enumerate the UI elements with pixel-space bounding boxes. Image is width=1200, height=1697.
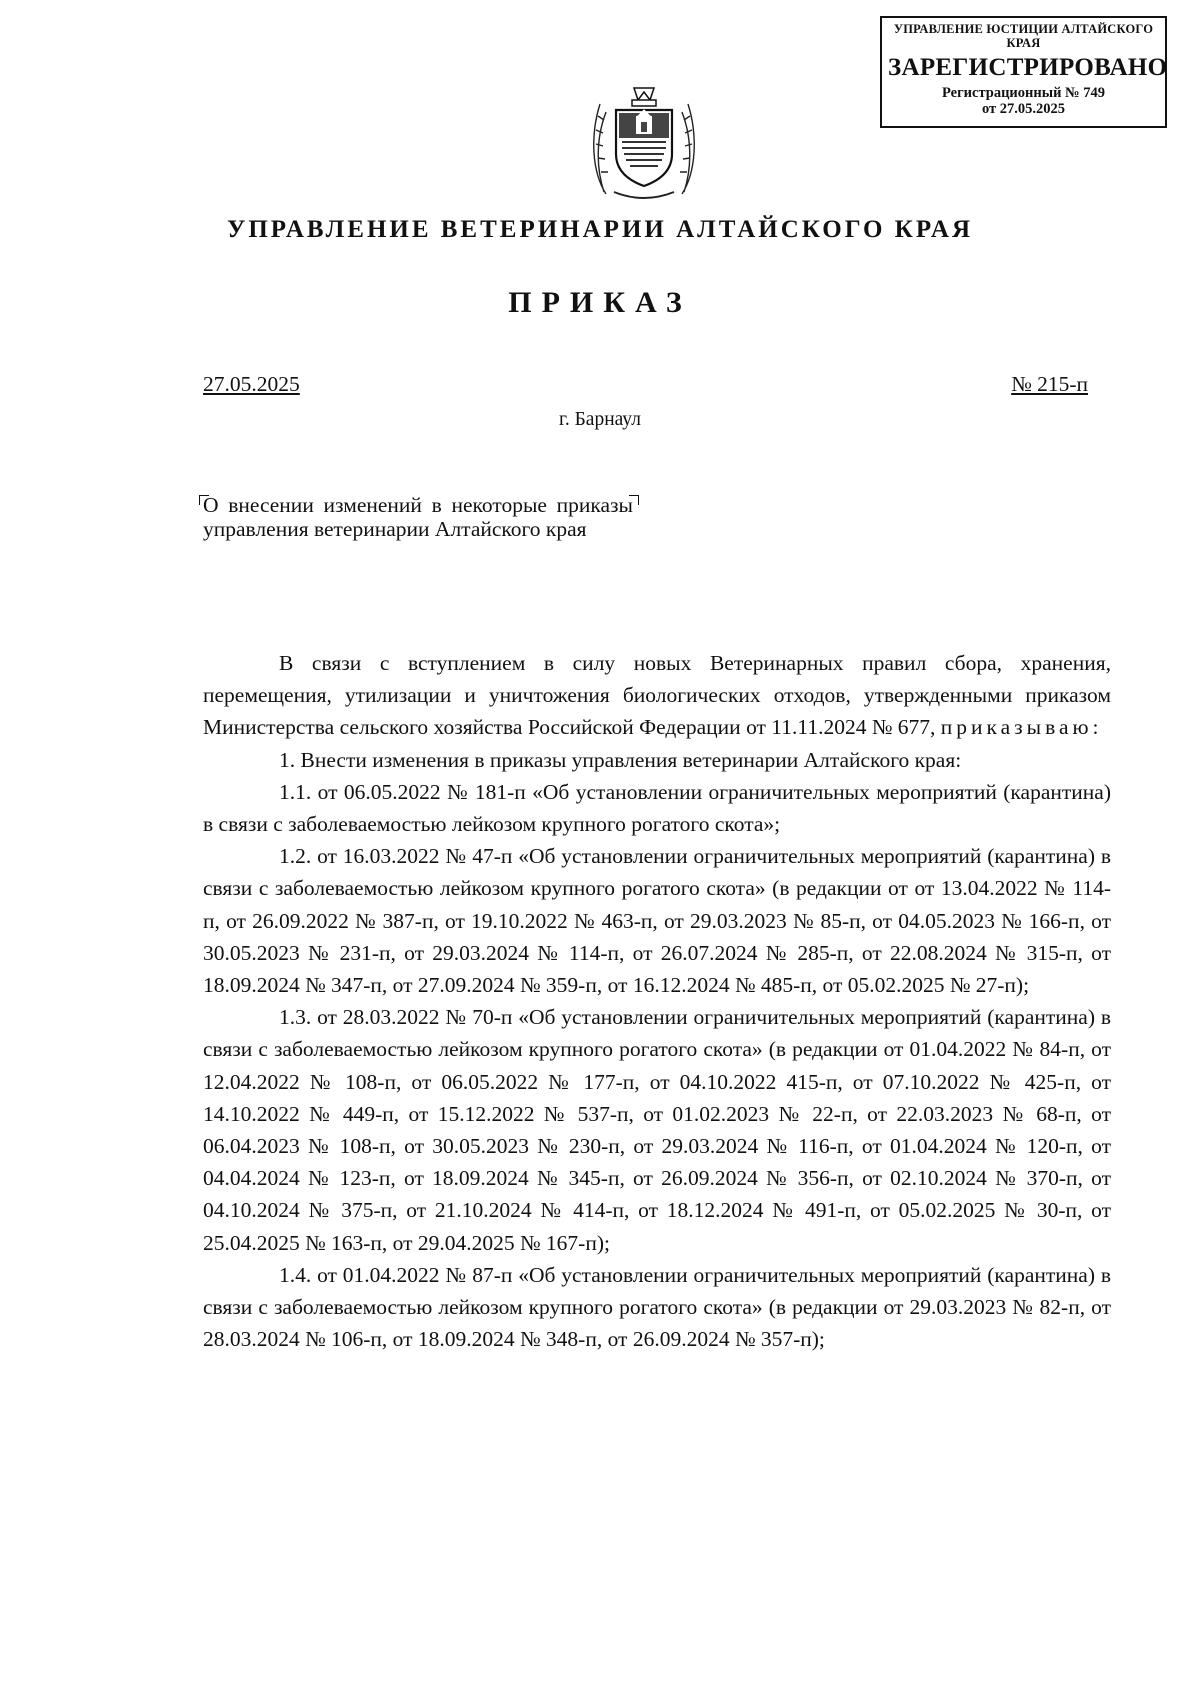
coat-of-arms-icon (584, 76, 704, 206)
document-subject (203, 493, 633, 541)
registration-stamp (880, 16, 1167, 128)
document-number: № 215-п (1011, 372, 1088, 396)
item-1-2-paragraph: 1.2. от 16.03.2022 № 47-п «Об установлении ограничительных мероприятий (карантина) в связи с заболеваемостью лейкозом крупного рогатого скота» (в редакции от от 13.04.2022 № 114-п, от 26.09.2022 № 387-п, от 19.10.2022 № 463-п, от 29.03.2023 № 85-п, от 04.05.2023 № 166-п, от 30.05.2023 № 231-п, от 29.03.2024 № 114-п, от 26.07.2024 № 285-п, от 22.08.2024 № 315-п, от 18.09.2024 № 347-п, от 27.09.2024 № 359-п, от 16.12.2024 № 485-п, от 05.02.2025 № 27-п); (203, 844, 1111, 998)
item-1-paragraph: 1. Внести изменения в приказы управления ветеринарии Алтайского края: (279, 747, 962, 772)
document-city: г. Барнаул (559, 409, 641, 430)
preamble-paragraph (203, 647, 1111, 744)
organization-title: УПРАВЛЕНИЕ ВЕТЕРИНАРИИ АЛТАЙСКОГО КРАЯ (227, 216, 973, 243)
stamp-registration-number: Регистрационный № 749 (941, 84, 1105, 101)
subject-text: О внесении изменений в некоторые приказы управления ветеринарии Алтайского края (203, 493, 633, 541)
stamp-status: ЗАРЕГИСТРИРОВАНО (888, 53, 1168, 81)
item-1-3-paragraph: 1.3. от 28.03.2022 № 70-п «Об установлении ограничительных мероприятий (карантина) в связи с заболеваемостью лейкозом крупного рогатого скота» (в редакции от 01.04.2022 № 84-п, от 12.04.2022 № 108-п, от 06.05.2022 № 177-п, от 04.10.2022 415-п, от 07.10.2022 № 425-п, от 14.10.2022 № 449-п, от 15.12.2022 № 537-п, от 01.02.2023 № 22-п, от 22.03.2023 № 68-п, от 06.04.2023 № 108-п, от 30.05.2023 № 230-п, от 29.03.2024 № 116-п, от 01.04.2024 № 120-п, от 04.04.2024 № 123-п, от 18.09.2024 № 345-п, от 26.09.2024 № 356-п, от 02.10.2024 № 370-п, от 04.10.2024 № 375-п, от 21.10.2024 № 414-п, от 18.12.2024 № 491-п, от 05.02.2025 № 30-п, от 25.04.2025 № 163-п, от 29.04.2025 № 167-п); (203, 1005, 1111, 1255)
document-type: ПРИКАЗ (508, 286, 692, 319)
stamp-registration-date: от 27.05.2025 (981, 101, 1066, 118)
item-1-4-paragraph: 1.4. от 01.04.2022 № 87-п «Об установлении ограничительных мероприятий (карантина) в связи с заболеваемостью лейкозом крупного рогатого скота» (в редакции от 29.03.2023 № 82-п, от 28.03.2024 № 106-п, от 18.09.2024 № 348-п, от 26.09.2024 № 357-п); (203, 1262, 1111, 1352)
document-body (203, 647, 1111, 1355)
item-1-1-paragraph: 1.1. от 06.05.2022 № 181-п «Об установлении ограничительных мероприятий (карантина) в связи с заболеваемостью лейкозом крупного рогатого скота»; (203, 779, 1111, 837)
order-word: приказываю: (940, 715, 1103, 740)
stamp-organization: УПРАВЛЕНИЕ ЮСТИЦИИ АЛТАЙСКОГО КРАЯ (893, 22, 1154, 51)
preamble-text: В связи с вступлением в силу новых Ветеринарных правил сбора, хранения, перемещения, утилизации и уничтожения биологических отходов, утвержденными приказом Министерства сельского хозяйства Российской Федерации от 11.11.2024 № 677, (203, 651, 1111, 740)
subject-corner-left (199, 495, 209, 505)
document-date: 27.05.2025 (203, 372, 300, 396)
subject-corner-right (629, 495, 639, 505)
